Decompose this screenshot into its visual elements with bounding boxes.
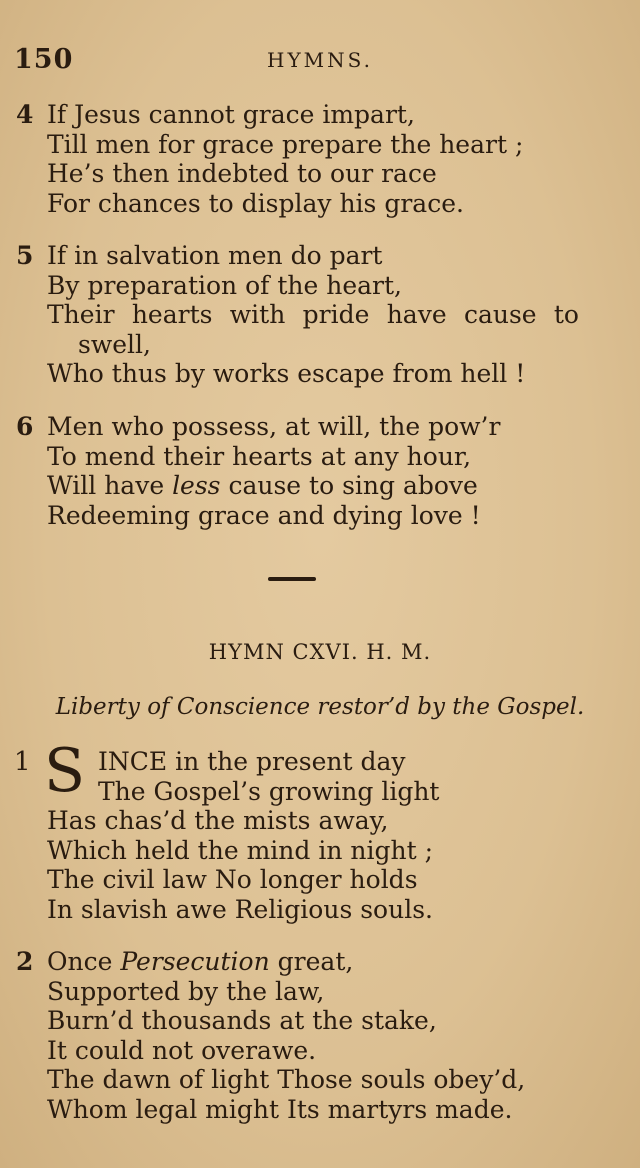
hymn-stanza-1 [0,747,640,924]
hymn-title: HYMN CXVI. H. M. [208,640,432,664]
verse-line: If Jesus cannot grace impart, [47,100,415,129]
stanza-number: 5 [16,241,34,270]
hymn-subtitle: Liberty of Conscience restor’d by the Gospel. [55,694,585,720]
page-number: 150 [14,44,74,75]
verse-line-continuation: swell, [78,329,151,359]
verse-line: Their hearts with pride have cause to [47,300,579,329]
section-divider [268,577,316,581]
stanza-number: 6 [16,412,34,441]
verse-line: For chances to display his grace. [47,188,464,218]
verse-line: To mend their hearts at any hour, [47,441,472,471]
verse-line: The civil law No longer holds [47,865,418,894]
verse-line: Till men for grace prepare the heart ; [47,129,524,159]
stanza-5 [0,241,640,389]
emphasis: less [172,471,221,500]
verse-line: Redeeming grace and dying love ! [47,500,481,530]
emphasis: Persecution [120,947,270,976]
verse-line: The dawn of light Those souls obey’d, [47,1065,526,1094]
verse-line: The Gospel’s growing light [98,776,440,806]
stanza-4 [0,100,640,218]
verse-line: Burn’d thousands at the stake, [47,1006,437,1035]
verse-line: Which held the mind in night ; [47,835,433,865]
stanza-number: 1 [14,747,31,777]
verse-line: Supported by the law, [47,976,325,1006]
page-header [0,44,640,78]
stanza-number: 2 [16,947,34,976]
verse-line: Men who possess, at will, the pow’r [47,412,501,441]
stanza-6 [0,412,640,530]
verse-line: Will have less cause to sing above [47,471,478,500]
verse-line: Has chas’d the mists away, [47,806,389,835]
verse-line: Who thus by works escape from hell ! [47,359,526,388]
verse-line: Once Persecution great, [47,947,354,976]
running-title: HYMNS. [267,48,373,72]
verse-line: If in salvation men do part [47,241,383,270]
verse-line: He’s then indebted to our race [47,159,437,188]
verse-line: In slavish awe Religious souls. [47,894,433,924]
stanza-number: 4 [16,100,34,129]
verse-line: By preparation of the heart, [47,270,402,300]
hymn-stanza-2 [0,947,640,1124]
verse-line: It could not overawe. [47,1035,317,1065]
drop-cap: S [44,736,86,806]
verse-line: INCE in the present day [98,747,406,776]
verse-line: Whom legal might Its martyrs made. [47,1094,513,1124]
